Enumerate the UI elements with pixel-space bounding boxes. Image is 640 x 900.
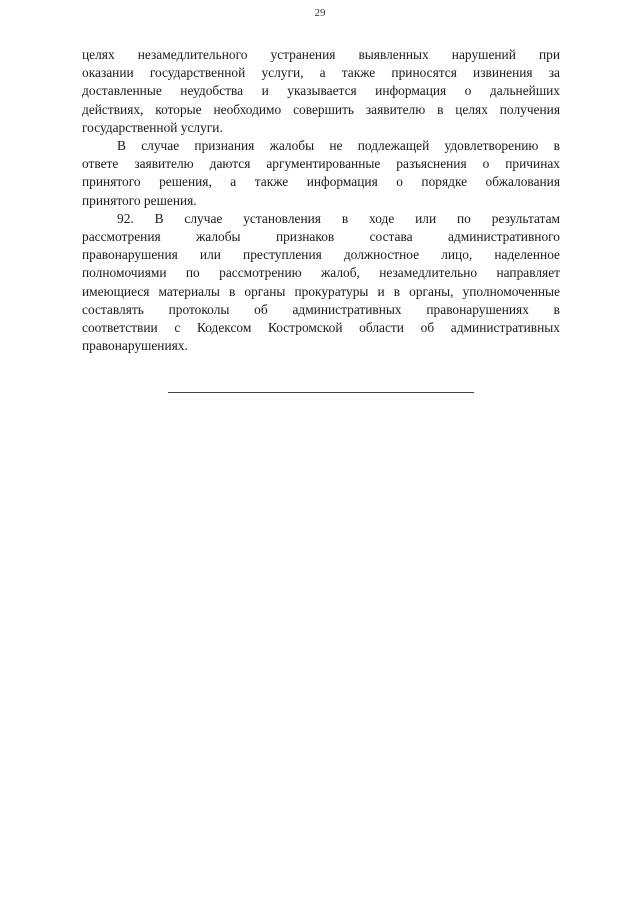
text-line: полномочиями по рассмотрению жалоб, незамедлительно направляет	[82, 265, 560, 281]
text-line: составлять протоколы об административных правонарушениях в	[82, 301, 560, 317]
text-line: правонарушениях.	[82, 338, 188, 354]
text-line: доставленные неудобства и указывается информация о дальнейших	[82, 83, 560, 99]
text-line: оказании государственной услуги, а также приносятся извинения за	[82, 65, 560, 81]
page-number: 29	[314, 7, 326, 19]
text-line: государственной услуги.	[82, 119, 223, 135]
paragraph-continuation	[82, 46, 560, 137]
text-line: целях незамедлительного устранения выявленных нарушений при	[82, 47, 560, 62]
text-line: имеющиеся материалы в органы прокуратуры и в органы, уполномоченные	[82, 283, 560, 299]
text-line: ответе заявителю даются аргументированные разъяснения о причинах	[82, 156, 560, 172]
document-body	[82, 46, 560, 355]
text-line: рассмотрения жалобы признаков состава административного	[82, 229, 560, 245]
text-line: принятого решения.	[82, 192, 197, 208]
paragraph-92	[82, 210, 560, 356]
text-line: принятого решения, а также информация о порядке обжалования	[82, 174, 560, 190]
text-line: 92. В случае установления в ходе или по результатам	[117, 210, 560, 226]
paragraph-rejection	[82, 137, 560, 210]
text-line: соответствии с Кодексом Костромской области об административных	[82, 320, 560, 336]
text-line: действиях, которые необходимо совершить заявителю в целях получения	[82, 101, 560, 117]
text-line: В случае признания жалобы не подлежащей удовлетворению в	[117, 138, 560, 154]
end-divider	[168, 392, 474, 393]
text-line: правонарушения или преступления должностное лицо, наделенное	[82, 247, 560, 263]
